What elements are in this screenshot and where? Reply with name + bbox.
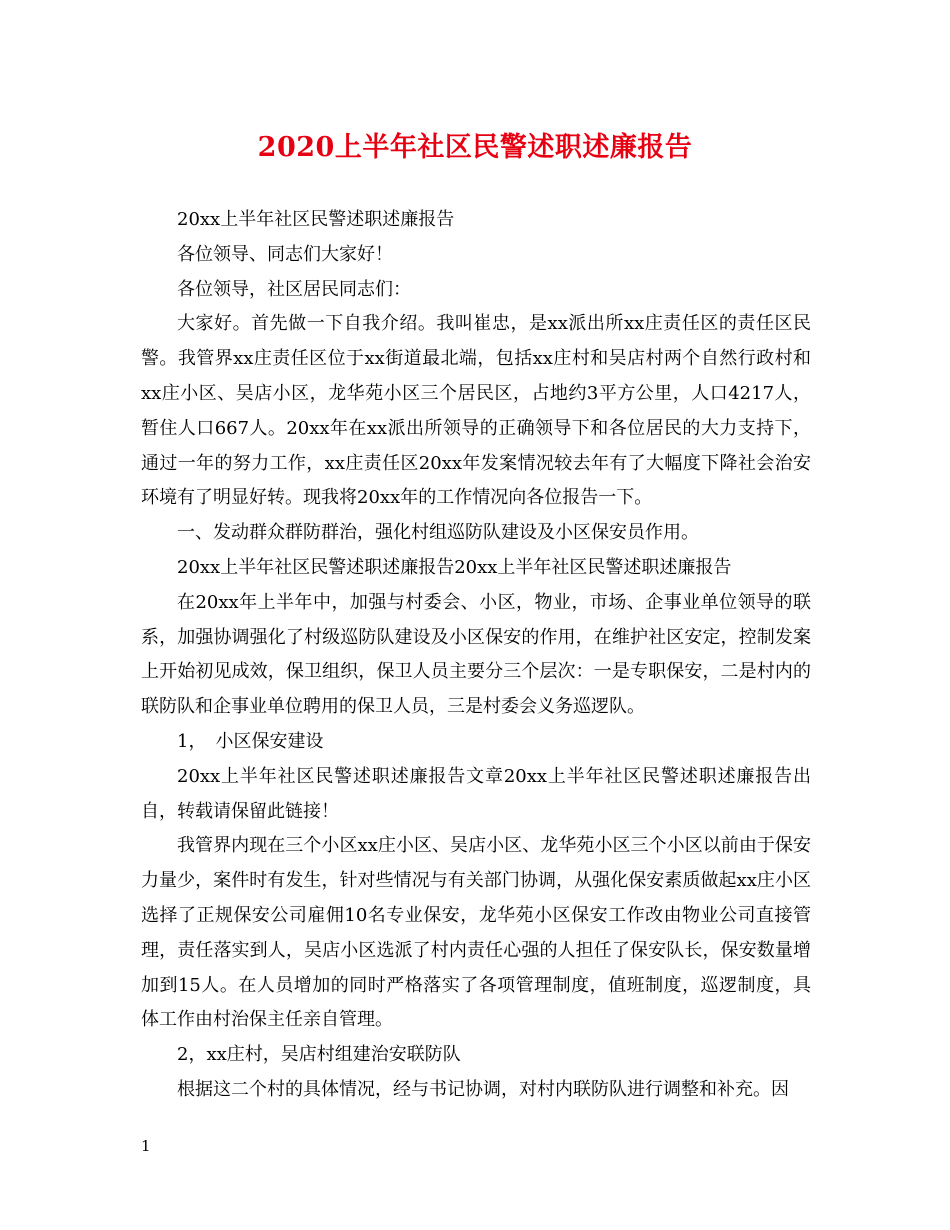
paragraph: 1， 小区保安建设 <box>177 730 324 752</box>
paragraph: 20xx上半年社区民警述职述廉报告 <box>177 209 455 230</box>
paragraph: 20xx上半年社区民警述职述廉报告20xx上半年社区民警述职述廉报告 <box>177 556 732 578</box>
page-number: 1 <box>141 1137 151 1155</box>
paragraph: 根据这二个村的具体情况，经与书记协调，对村内联防队进行调整和补充。因 <box>177 1078 789 1100</box>
paragraph: 各位领导，社区居民同志们： <box>177 278 411 300</box>
paragraph: 20xx上半年社区民警述职述廉报告文章20xx上半年社区民警述职述廉报告出自，转载请保留此链接！ <box>141 765 811 822</box>
paragraph: 各位领导、同志们大家好！ <box>177 243 393 265</box>
document-body <box>141 203 811 1108</box>
paragraph: 我管界内现在三个小区xx庄小区、吴店小区、龙华苑小区三个小区以前由于保安力量少，案件时有发生，针对些情况与有关部门协调，从强化保安素质做起xx庄小区选择了正规保安公司雇佣10名专业保安，龙华苑小区保安工作改由物业公司直接管理，责任落实到人，吴店小区选派了村内责任心强的人担任了保安队长，保安数量增加到15人。在人员增加的同时严格落实了各项管理制度，值班制度，巡逻制度，具体工作由村治保主任亲自管理。 <box>141 835 811 1031</box>
paragraph: 大家好。首先做一下自我介绍。我叫崔忠，是xx派出所xx庄责任区的责任区民警。我管界xx庄责任区位于xx街道最北端，包括xx庄村和吴店村两个自然行政村和xx庄小区、吴店小区，龙华苑小区三个居民区，占地约3平方公里，人口4217人，暂住人口667人。20xx年在xx派出所领导的正确领导下和各位居民的大力支持下，通过一年的努力工作，xx庄责任区20xx年发案情况较去年有了大幅度下降社会治安环境有了明显好转。现我将20xx年的工作情况向各位报告一下。 <box>141 313 811 509</box>
paragraph: 一、发动群众群防群治，强化村组巡防队建设及小区保安员作用。 <box>177 522 699 544</box>
paragraph: 在20xx年上半年中，加强与村委会、小区，物业，市场、企事业单位领导的联系，加强协调强化了村级巡防队建设及小区保安的作用，在维护社区安定，控制发案上开始初见成效，保卫组织，保卫人员主要分三个层次：一是专职保安，二是村内的联防队和企事业单位聘用的保卫人员，三是村委会义务巡逻队。 <box>141 591 811 718</box>
paragraph: 2，xx庄村，吴店村组建治安联防队 <box>177 1044 461 1066</box>
document-title: 2020上半年社区民警述职述廉报告 <box>257 132 693 163</box>
